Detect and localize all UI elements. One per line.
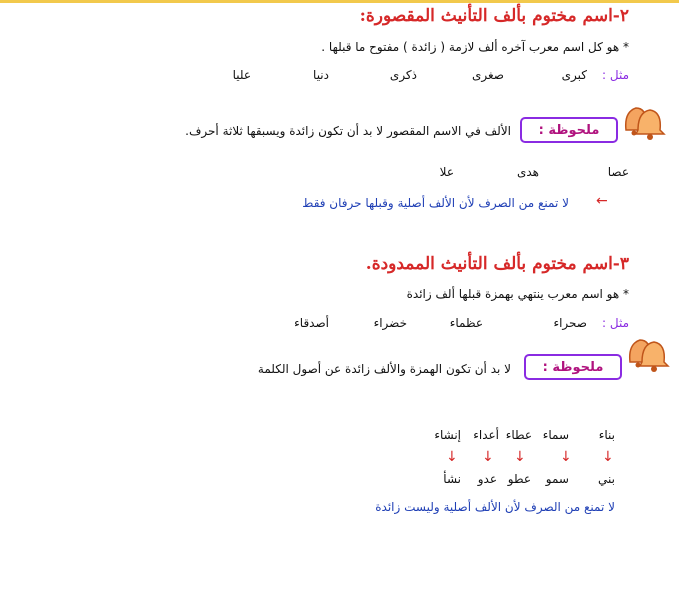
- section3-conclusion: لا تمنع من الصرف لأن الألف أصلية وليست زائدة: [375, 500, 615, 514]
- example-word: خضراء: [373, 316, 407, 330]
- section2-conclusion: لا تمنع من الصرف لأن الألف أصلية وقبلها حرفان فقط: [302, 196, 569, 210]
- counter-example: عصا: [607, 165, 629, 179]
- note-label-box: [520, 117, 618, 143]
- arrow-left-icon: ←: [596, 193, 608, 209]
- example-word: دنيا: [313, 68, 329, 82]
- counter-example: هدى: [516, 165, 539, 179]
- root-word: عطو: [507, 472, 531, 486]
- example-word: عليا: [232, 68, 251, 82]
- example-word: صغرى: [472, 68, 504, 82]
- section3-note-text: لا بد أن تكون الهمزة والألف زائدة عن أصول الكلمة: [257, 362, 511, 376]
- example-word: ذكرى: [389, 68, 417, 82]
- note-label-box: [524, 354, 622, 380]
- section3-heading: ٣-اسم مختوم بألف التأنيث الممدودة.: [365, 254, 629, 274]
- root-word: بني: [598, 472, 615, 486]
- section3-definition: * هو اسم معرب ينتهي بهمزة قبلها ألف زائدة: [406, 287, 629, 301]
- note-label: ملحوظة :: [542, 359, 604, 375]
- root-word: نشأ: [443, 472, 461, 486]
- section2-example-label: مثل :: [602, 68, 629, 82]
- example-word: صحراء: [553, 316, 587, 330]
- root-word: سمو: [545, 472, 569, 486]
- bell-icon: [620, 100, 666, 142]
- example-word: كبرى: [561, 68, 587, 82]
- section2-heading: ٢-اسم مختوم بألف التأنيث المقصورة:: [359, 6, 629, 26]
- arrow-down-icon: ↓: [602, 449, 614, 465]
- word: سماء: [542, 428, 569, 442]
- counter-example: علا: [439, 165, 454, 179]
- arrow-down-icon: ↓: [560, 449, 572, 465]
- note-label: ملحوظة :: [538, 122, 600, 138]
- example-word: أصدقاء: [294, 316, 329, 330]
- section2-definition: * هو كل اسم معرب آخره ألف لازمة ( زائدة ) مفتوح ما قبلها .: [321, 40, 629, 54]
- top-border: [0, 0, 679, 3]
- section2-note-text: الألف في الاسم المقصور لا بد أن تكون زائدة ويسبقها ثلاثة أحرف.: [185, 124, 511, 138]
- arrow-down-icon: ↓: [514, 449, 526, 465]
- arrow-down-icon: ↓: [482, 449, 494, 465]
- word: أعداء: [473, 428, 499, 442]
- word: إنشاء: [434, 428, 461, 442]
- example-word: عظماء: [449, 316, 483, 330]
- section3-example-label: مثل :: [602, 316, 629, 330]
- bell-icon: [624, 332, 670, 374]
- arrow-down-icon: ↓: [446, 449, 458, 465]
- word: بناء: [598, 428, 615, 442]
- root-word: عدو: [477, 472, 497, 486]
- word: عطاء: [505, 428, 532, 442]
